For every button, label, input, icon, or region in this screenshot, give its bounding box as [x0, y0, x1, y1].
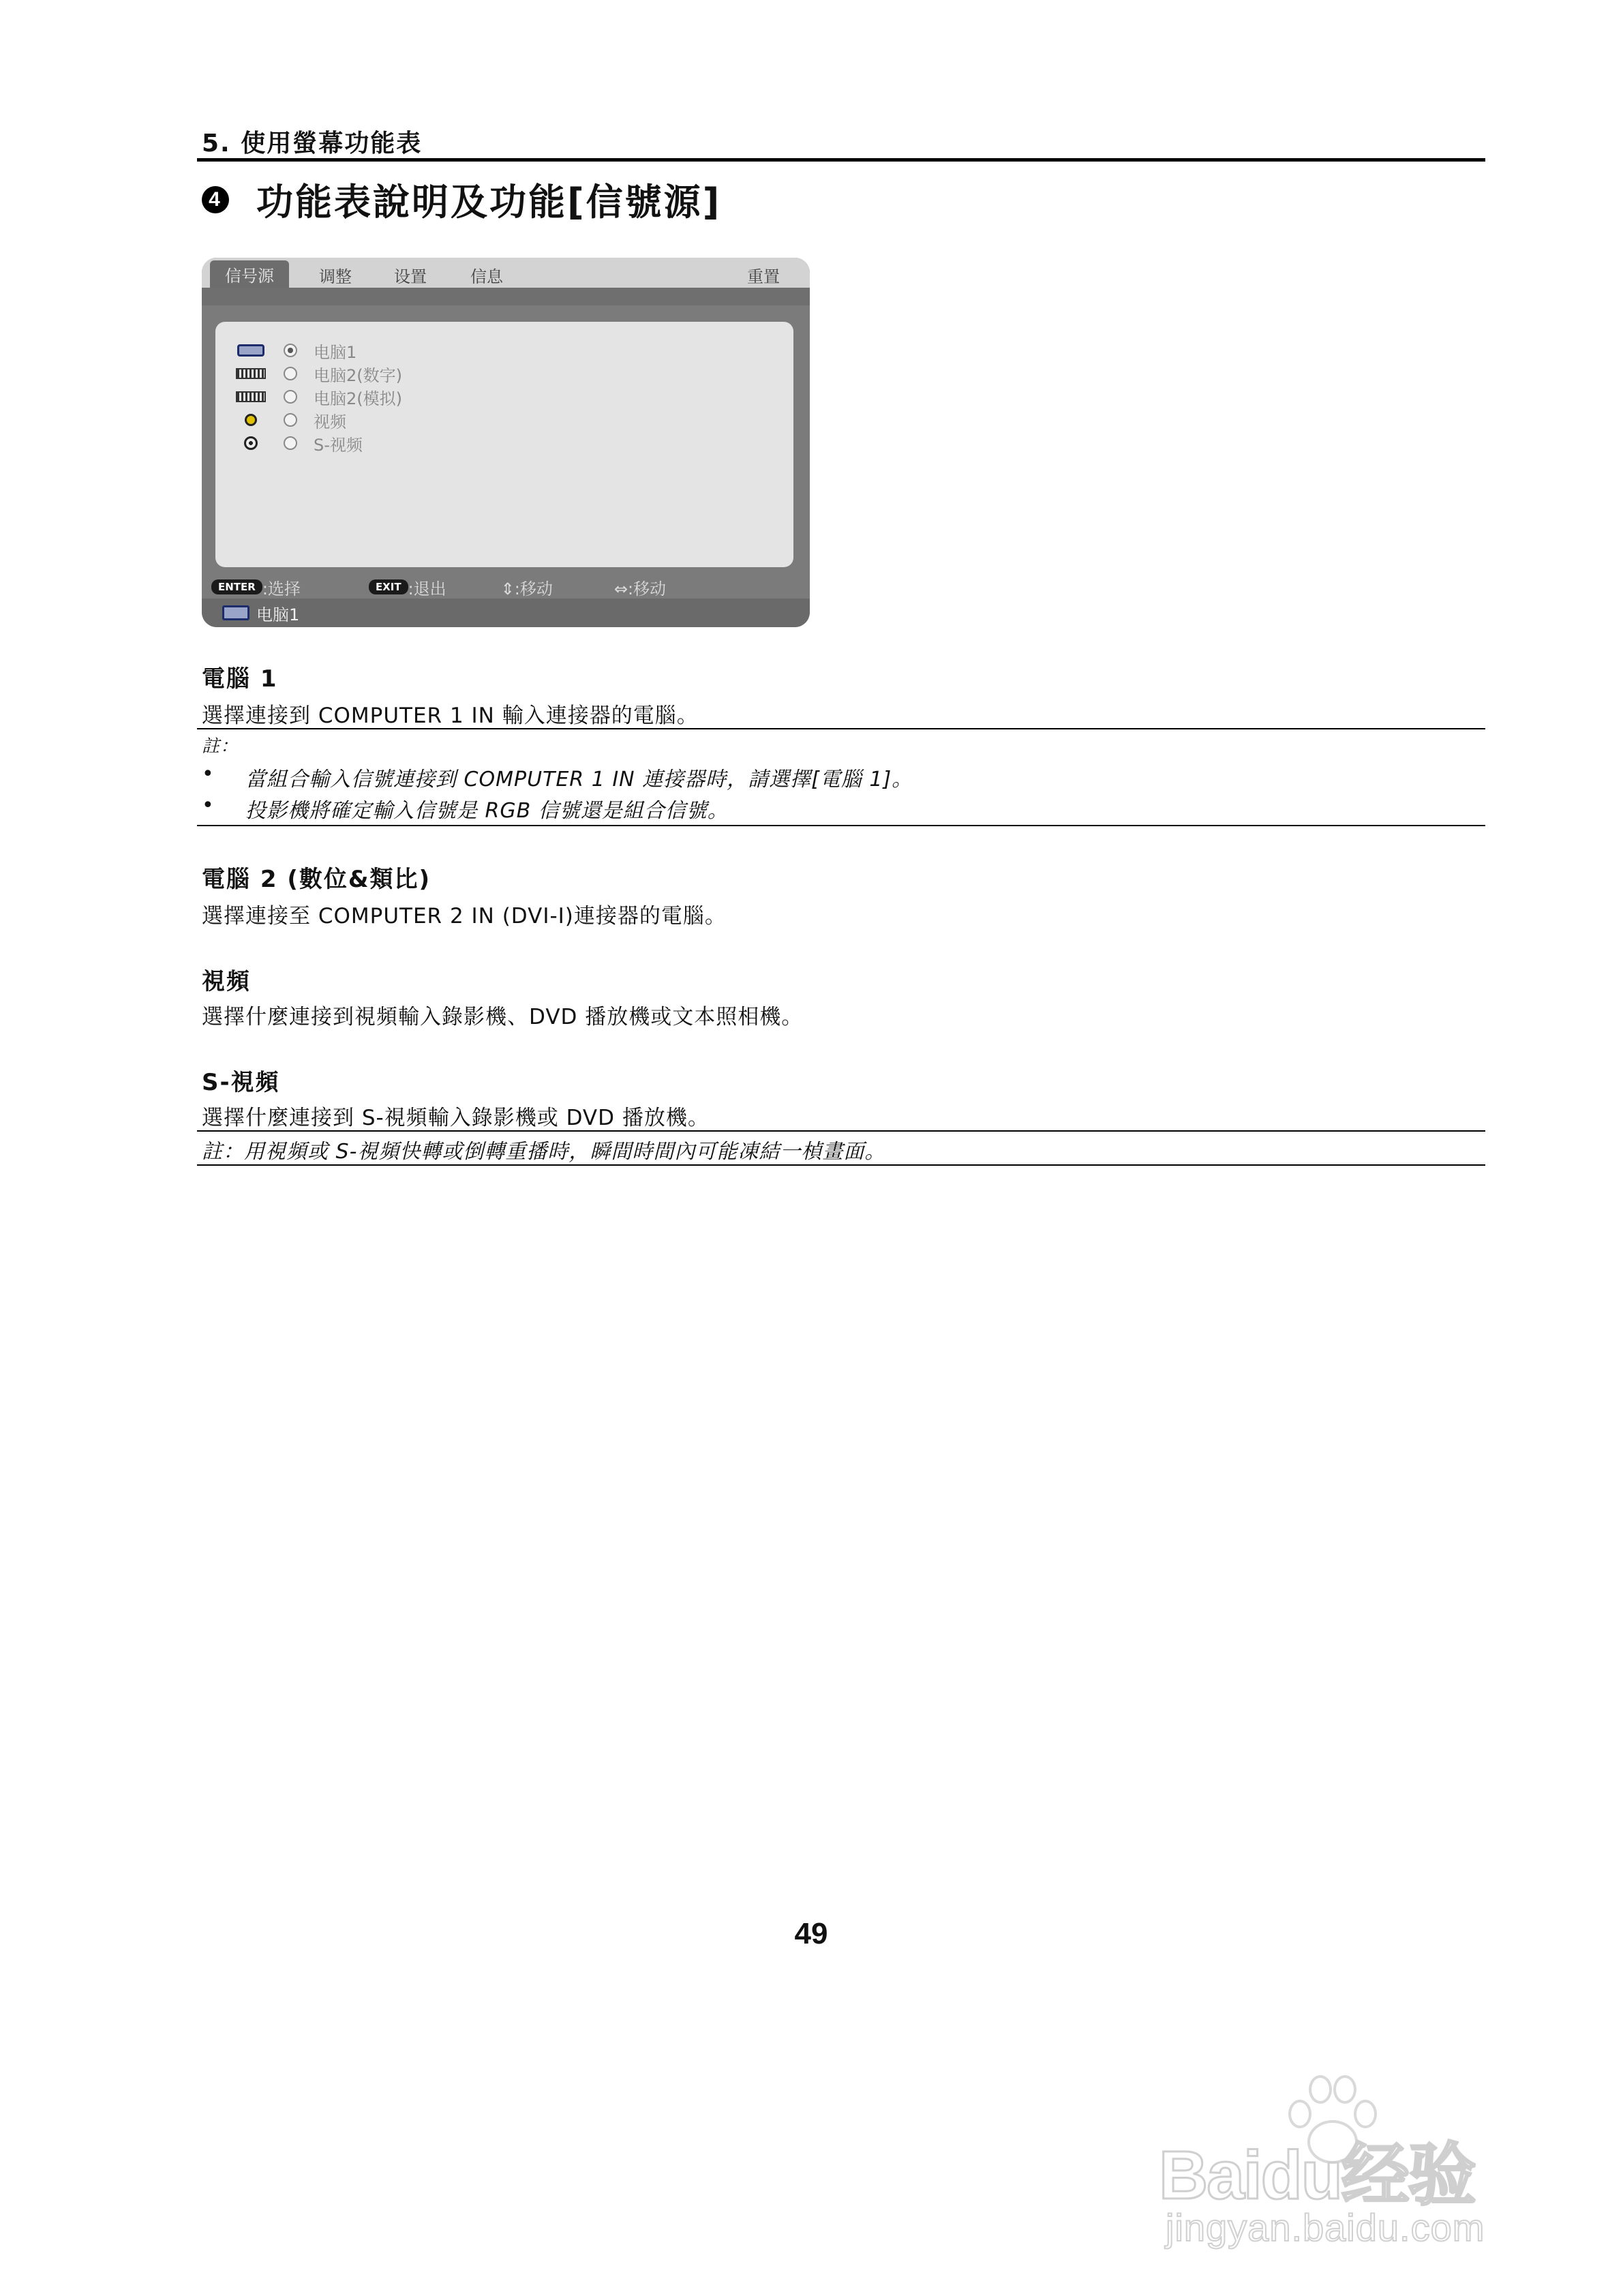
section-title [202, 173, 721, 226]
input-option-s-video[interactable] [236, 432, 363, 454]
section-number-badge: 4 [202, 186, 229, 213]
dvi-analog-icon [236, 390, 266, 404]
video-text: 選擇什麼連接到視頻輸入錄影機、DVD 播放機或文本照相機。 [202, 1005, 804, 1029]
header-rule [197, 158, 1485, 162]
radio-icon[interactable] [284, 367, 297, 380]
tab-setup[interactable]: 设置 [394, 267, 427, 286]
bullet-text: 投影機將確定輸入信號是 RGB 信號還是組合信號。 [245, 799, 729, 823]
page-number: 49 [794, 1917, 828, 1950]
computer1-heading: 電腦 1 [202, 665, 278, 693]
rule [197, 728, 1485, 729]
bullet-item [202, 762, 913, 792]
exit-key-badge: EXIT [369, 579, 408, 594]
computer2-text: 選擇連接至 COMPUTER 2 IN (DVI-I)連接器的電腦。 [202, 904, 727, 928]
bullet-item [202, 794, 729, 824]
input-option-computer2-digital[interactable] [236, 363, 402, 384]
watermark-brand: Baidu经验 [1159, 2137, 1475, 2214]
input-option-computer1[interactable] [236, 339, 357, 361]
bullet-icon: • [202, 794, 215, 817]
exit-help: :退出 [408, 579, 446, 599]
updown-help: ⇕:移动 [500, 579, 553, 599]
radio-icon[interactable] [284, 436, 297, 450]
computer-icon [222, 605, 249, 620]
osd-strip [202, 288, 810, 305]
osd-tab-bar [202, 258, 810, 288]
svideo-note: 註：用視頻或 S-視頻快轉或倒轉重播時，瞬間時間內可能凍結一楨畫面。 [202, 1140, 886, 1164]
section-title-text: 功能表說明及功能[信號源] [256, 181, 722, 224]
input-label: 电脑2(数字) [314, 365, 402, 385]
input-option-video[interactable] [236, 409, 346, 431]
enter-help: :选择 [262, 579, 301, 599]
input-label: 电脑2(模拟) [314, 389, 402, 408]
computer1-text: 選擇連接到 COMPUTER 1 IN 輸入連接器的電腦。 [202, 704, 699, 728]
leftright-help: ⇔:移动 [613, 579, 667, 599]
s-video-icon [236, 436, 266, 450]
input-option-computer2-analog[interactable] [236, 386, 402, 408]
svideo-text: 選擇什麼連接到 S-視頻輸入錄影機或 DVD 播放機。 [202, 1106, 710, 1130]
osd-menu [202, 258, 810, 627]
rule [197, 1130, 1485, 1132]
radio-icon[interactable] [284, 390, 297, 404]
chapter-header: 5. 使用螢幕功能表 [202, 130, 423, 157]
osd-input-panel [215, 322, 793, 567]
current-input: 电脑1 [256, 605, 300, 624]
rule [197, 1164, 1485, 1166]
video-rca-icon [236, 413, 266, 427]
input-label: 电脑1 [314, 342, 357, 362]
computer2-heading: 電腦 2 (數位&類比) [202, 866, 431, 893]
computer-icon [236, 344, 266, 357]
rule [197, 825, 1485, 826]
radio-icon[interactable] [284, 413, 297, 427]
osd-status-bar [202, 599, 810, 627]
bullet-icon: • [202, 762, 215, 786]
note-label: 註： [202, 736, 239, 757]
tab-reset[interactable]: 重置 [747, 267, 780, 286]
svideo-heading: S-視頻 [202, 1069, 280, 1096]
osd-help-bar [202, 575, 810, 599]
bullet-text: 當組合輸入信號連接到 COMPUTER 1 IN 連接器時，請選擇[電腦 1]。 [245, 768, 913, 791]
video-heading: 視頻 [202, 968, 251, 995]
input-label: 视频 [314, 412, 346, 432]
enter-key-badge: ENTER [211, 579, 262, 594]
watermark-url: jingyan.baidu.com [1166, 2206, 1485, 2249]
baidu-watermark [1152, 2031, 1534, 2256]
dvi-digital-icon [236, 367, 266, 380]
tab-adjust[interactable]: 调整 [319, 267, 352, 286]
input-label: S-视频 [314, 435, 363, 455]
tab-source[interactable]: 信号源 [210, 260, 289, 288]
radio-selected-icon[interactable] [284, 344, 297, 357]
tab-info[interactable]: 信息 [470, 267, 503, 286]
